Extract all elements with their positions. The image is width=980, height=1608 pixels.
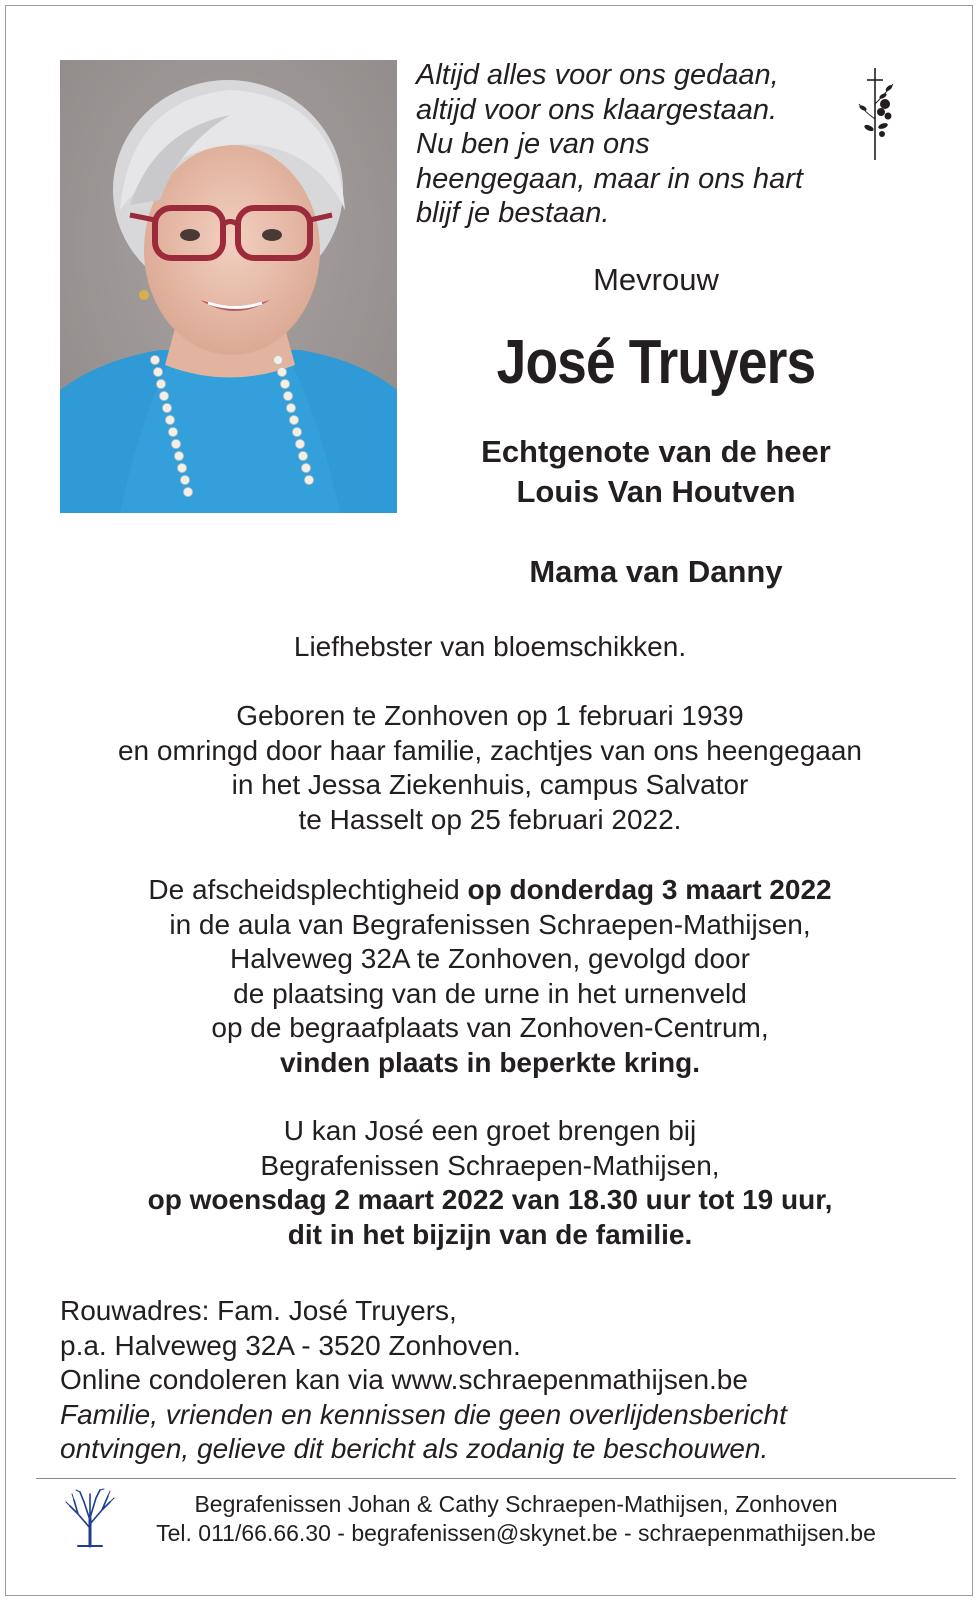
tree-logo-icon	[64, 1488, 116, 1548]
visit-text	[46, 1114, 934, 1252]
hobby-line: Liefhebster van bloemschikken.	[293, 631, 687, 662]
memorial-poem	[416, 58, 846, 231]
deceased-name: José Truyers	[496, 328, 816, 397]
visit-line: Begrafenissen Schraepen-Mathijsen,	[260, 1149, 720, 1181]
farewell-date: op donderdag 3 maart 2022	[467, 874, 832, 905]
cross-with-flowers-icon	[855, 64, 905, 164]
poem-line: altijd voor ons klaargestaan.	[416, 93, 778, 126]
funeral-home-contact: Tel. 011/66.66.30 - begrafenissen@skynet.be - schraepenmathijsen.be	[156, 1520, 876, 1546]
birth-death-line: en omringd door haar familie, zachtjes van ons heengegaan	[117, 734, 863, 766]
spouse-relation	[406, 432, 906, 512]
poem-line: Altijd alles voor ons gedaan,	[416, 59, 779, 91]
contact-block	[60, 1294, 940, 1467]
online-condolence-text: Online condoleren kan via www.schraepenmathijsen.be	[60, 1364, 748, 1395]
farewell-line: vinden plaats in beperkte kring.	[279, 1046, 701, 1078]
obituary-card	[5, 5, 973, 1596]
birth-death-text	[46, 699, 934, 837]
poem-line: Nu ben je van ons	[416, 128, 650, 160]
farewell-prefix: De afscheidsplechtigheid	[148, 874, 468, 905]
mourning-address: Rouwadres: Fam. José Truyers,	[60, 1295, 457, 1326]
footer-divider	[36, 1478, 956, 1479]
poem-line: blijf je bestaan.	[416, 197, 610, 229]
spouse-line: Echtgenote van de heer	[481, 434, 831, 469]
birth-death-line: Geboren te Zonhoven op 1 februari 1939	[236, 700, 744, 731]
visit-line: dit in het bijzijn van de familie.	[287, 1218, 693, 1250]
notice-note: ontvingen, gelieve dit bericht als zodanig te beschouwen.	[60, 1433, 769, 1464]
farewell-line: in de aula van Begrafenissen Schraepen-Mathijsen,	[169, 908, 811, 940]
farewell-line: Halveweg 32A te Zonhoven, gevolgd door	[230, 943, 750, 974]
notice-note: Familie, vrienden en kennissen die geen overlijdensbericht	[60, 1398, 787, 1430]
mourning-address: p.a. Halveweg 32A - 3520 Zonhoven.	[60, 1329, 521, 1361]
hobby-text	[46, 630, 934, 665]
farewell-line: op de begraafplaats van Zonhoven-Centrum,	[211, 1012, 769, 1043]
poem-line: heengegaan, maar in ons hart	[416, 162, 803, 195]
footer	[126, 1490, 906, 1548]
birth-death-line: te Hasselt op 25 februari 2022.	[298, 803, 682, 835]
farewell-text	[46, 873, 934, 1080]
farewell-line: de plaatsing van de urne in het urnenveld	[233, 977, 747, 1009]
visit-line: op woensdag 2 maart 2022 van 18.30 uur tot 19 uur,	[147, 1184, 833, 1215]
honorific-title: Mevrouw	[593, 262, 719, 297]
mother-relation: Mama van Danny	[529, 554, 783, 589]
spouse-line: Louis Van Houtven	[516, 474, 796, 509]
funeral-home-name: Begrafenissen Johan & Cathy Schraepen-Mathijsen, Zonhoven	[194, 1491, 838, 1517]
visit-line: U kan José een groet brengen bij	[283, 1115, 697, 1146]
farewell-line	[46, 873, 934, 908]
portrait-photo	[60, 60, 397, 513]
birth-death-line: in het Jessa Ziekenhuis, campus Salvator	[231, 769, 749, 800]
